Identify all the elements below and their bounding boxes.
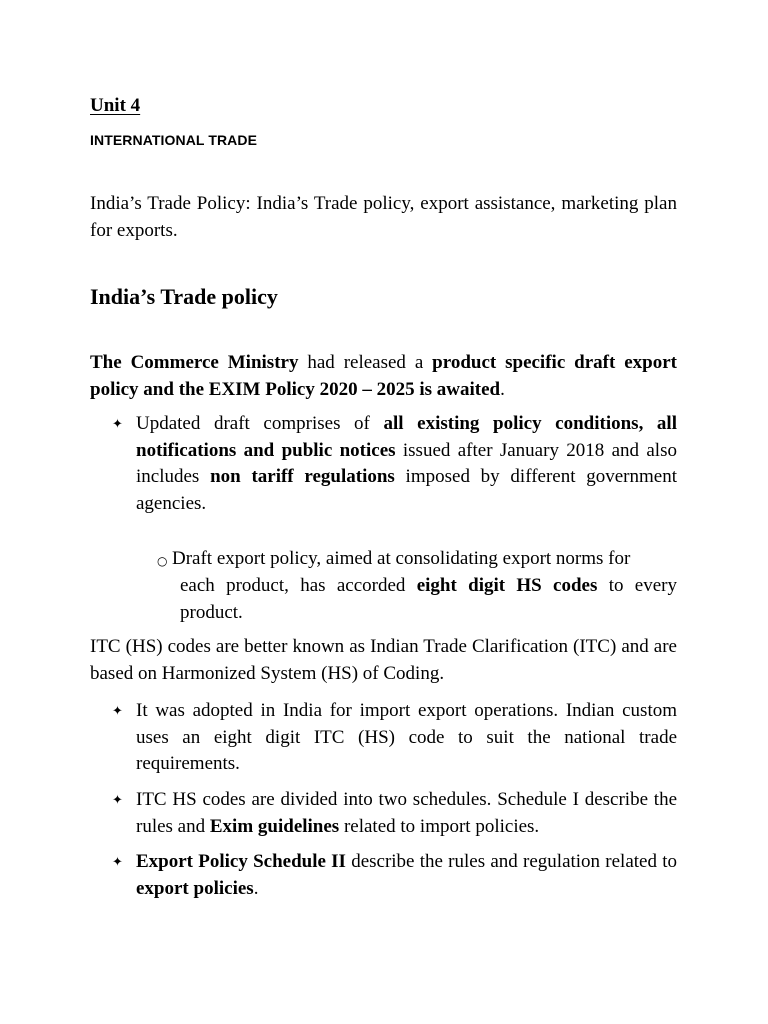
- bullet-star-icon: ✦: [112, 704, 123, 719]
- bullet-item-schedules: [136, 787, 677, 840]
- ministry-text-1: had released a: [298, 352, 433, 373]
- intro-paragraph: India’s Trade Policy: India’s Trade policy, export assistance, marketing plan for exports.: [90, 193, 677, 241]
- sub-bullet-item: [172, 545, 677, 626]
- bullet-4-bold-1: Export Policy Schedule II: [136, 851, 346, 872]
- bullet-1-bold-2: non tariff regulations: [210, 466, 395, 487]
- unit-subtitle: INTERNATIONAL TRADE: [90, 132, 258, 148]
- bullet-star-icon: ✦: [112, 793, 123, 808]
- bullet-3-text-2: related to import policies.: [339, 815, 540, 837]
- sub-bullet-continuation: [172, 572, 677, 626]
- bullet-3-text-1: ITC HS codes are divided into two schedules. Schedule I describe the rules and: [136, 789, 677, 837]
- bullet-1-bold-1: all existing policy conditions, all notifications and public notices: [136, 413, 677, 461]
- ministry-bold-2: product specific draft export policy and the EXIM Policy 2020 – 2025 is awaited: [90, 352, 677, 400]
- bullet-item-schedule-ii: [136, 849, 677, 902]
- section-heading: India’s Trade policy: [90, 284, 278, 309]
- sub-bullet-bold-1: eight digit HS codes: [416, 575, 598, 596]
- ministry-bold-1: The Commerce Ministry: [90, 352, 299, 373]
- unit-title: Unit 4: [90, 95, 141, 116]
- sub-bullet-circle-icon: ○: [157, 554, 168, 568]
- sub-bullet-text-2: to every product.: [180, 575, 677, 623]
- bullet-4-text-1: describe the rules and regulation related to: [345, 851, 677, 872]
- bullet-1-text-3: imposed by different government agencies.: [136, 466, 677, 514]
- itc-paragraph: ITC (HS) codes are better known as Indian Trade Clarification (ITC) and are based on Harmonized System (HS) of Coding.: [90, 636, 677, 684]
- ministry-paragraph: [90, 350, 677, 403]
- bullet-1-text-2: issued after January 2018 and also includes: [136, 439, 677, 487]
- bullet-4-bold-2: export policies: [136, 877, 254, 899]
- bullet-2-text-1: It was adopted in India for import export operations. Indian custom uses an eight digit ITC (HS) code to suit the national trade requirements.: [136, 700, 677, 774]
- bullet-item-draft: [136, 411, 677, 517]
- ministry-text-2: .: [500, 378, 505, 400]
- bullet-4-text-2: .: [253, 877, 259, 899]
- bullet-1-text-1: Updated draft comprises of: [136, 413, 384, 434]
- sub-bullet-text-1: each product, has accorded: [180, 575, 417, 596]
- bullet-3-bold-1: Exim guidelines: [209, 815, 340, 837]
- bullet-star-icon: ✦: [112, 855, 123, 870]
- bullet-item-adopted: [136, 698, 677, 778]
- bullet-star-icon: ✦: [112, 417, 123, 432]
- sub-bullet-line-1: Draft export policy, aimed at consolidating export norms for: [172, 548, 631, 569]
